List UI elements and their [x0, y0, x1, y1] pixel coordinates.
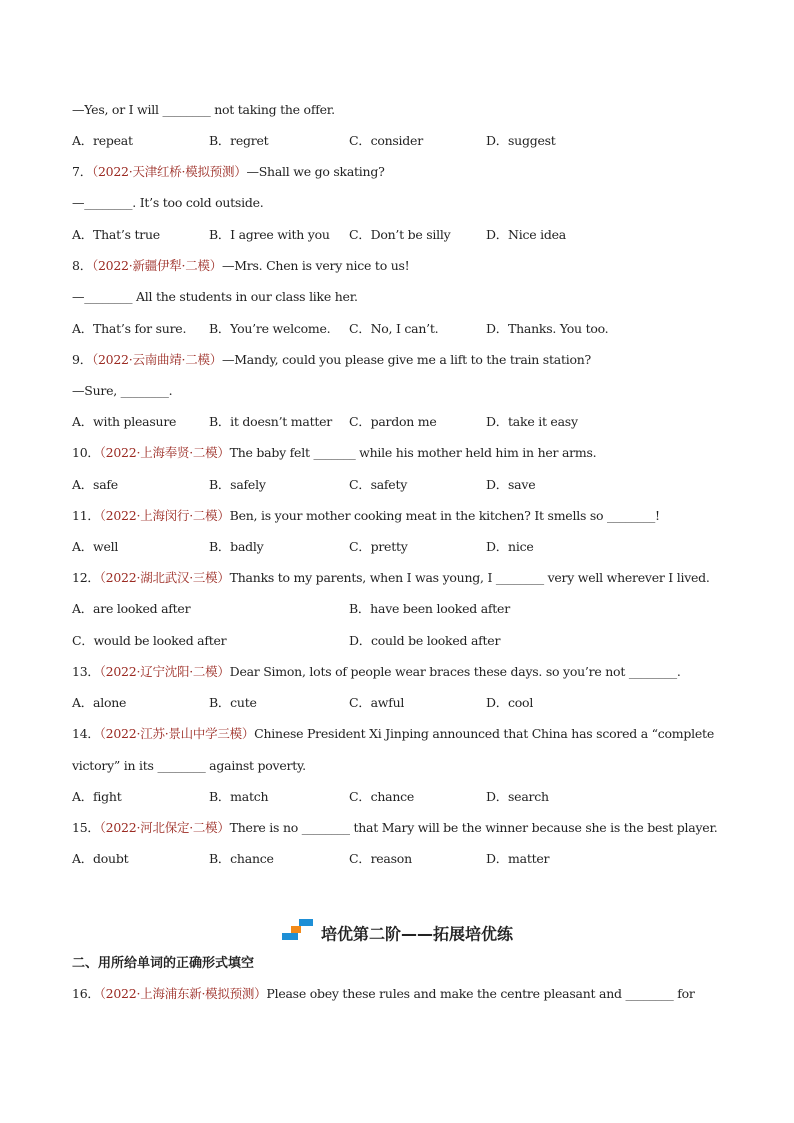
answer-option: C．safety [349, 477, 408, 492]
question-text: —Mrs. Chen is very nice to us! [221, 258, 410, 273]
answer-option: B．cute [209, 695, 257, 710]
answer-option: C．pardon me [349, 414, 437, 429]
answer-option: A．with pleasure [72, 414, 177, 429]
section-stairs-icon [281, 918, 315, 952]
question-continuation [72, 100, 335, 120]
question-number: 13． [72, 664, 100, 679]
question-number: 8． [72, 258, 92, 273]
question-source: （2022·云南曲靖·二模） [91, 352, 222, 367]
answer-option: D．take it easy [486, 414, 578, 429]
question-line [72, 662, 681, 682]
question-line [72, 984, 695, 1004]
question-source: （2022·上海奉贤·二模） [99, 445, 230, 460]
question-source: （2022·江苏·景山中学三模） [99, 726, 255, 741]
answer-option: D．nice [486, 539, 534, 554]
answer-option: B．it doesn’t matter [209, 414, 333, 429]
question-text: Ben, is your mother cooking meat in the kitchen? It smells so ________! [229, 508, 660, 523]
answer-option: C．Don’t be silly [349, 227, 451, 242]
question-text: Thanks to my parents, when I was young, I ________ very well wherever I lived. [229, 570, 710, 585]
answer-option: B．I agree with you [209, 227, 330, 242]
answer-option: D．cool [486, 695, 534, 710]
question-text: victory” in its ________ against poverty. [72, 758, 306, 773]
question-line [72, 256, 409, 276]
answer-option: D．Thanks. You too. [486, 321, 609, 336]
answer-option: A．alone [72, 695, 127, 710]
question-source: （2022·上海浦东新·模拟预测） [99, 986, 267, 1001]
question-line [72, 506, 660, 526]
question-line [72, 724, 714, 744]
question-number: 15． [72, 820, 100, 835]
answer-option: C．chance [349, 789, 415, 804]
question-text: Please obey these rules and make the centre pleasant and ________ for [266, 986, 695, 1001]
question-text: —Mandy, could you please give me a lift to the train station? [221, 352, 591, 367]
answer-option: D．matter [486, 851, 550, 866]
question-number: 11． [72, 508, 100, 523]
answer-option: D．search [486, 789, 549, 804]
question-source: （2022·上海闵行·二模） [99, 508, 230, 523]
answer-option: A．doubt [72, 851, 129, 866]
question-text: —Yes, or I will ________ not taking the offer. [72, 102, 335, 117]
question-number: 7． [72, 164, 92, 179]
question-text: —________ All the students in our class like her. [72, 289, 358, 304]
question-continuation [72, 381, 172, 401]
answer-option: D．save [486, 477, 536, 492]
question-continuation [72, 193, 263, 213]
question-continuation [72, 756, 306, 776]
question-continuation [72, 287, 358, 307]
question-number: 12． [72, 570, 100, 585]
question-line [72, 443, 596, 463]
question-text: There is no ________ that Mary will be the winner because she is the best player. [229, 820, 718, 835]
question-text: —Sure, ________. [72, 383, 173, 398]
answer-option: C．awful [349, 695, 405, 710]
question-text: Chinese President Xi Jinping announced that China has scored a “complete [254, 726, 714, 741]
answer-option: D．Nice idea [486, 227, 566, 242]
question-number: 14． [72, 726, 100, 741]
answer-option: B．have been looked after [349, 601, 510, 616]
answer-option: C．consider [349, 133, 423, 148]
answer-option: A．repeat [72, 133, 133, 148]
answer-option: D．suggest [486, 133, 556, 148]
question-line [72, 818, 718, 838]
answer-option: A．are looked after [72, 601, 191, 616]
question-number: 10． [72, 445, 100, 460]
question-source: （2022·天津红桥·模拟预测） [91, 164, 247, 179]
answer-option: C．would be looked after [72, 633, 227, 648]
question-source: （2022·新疆伊犁·二模） [91, 258, 222, 273]
question-text: The baby felt _______ while his mother held him in her arms. [229, 445, 597, 460]
answer-option: C．pretty [349, 539, 408, 554]
question-text: Dear Simon, lots of people wear braces these days. so you’re not ________. [229, 664, 681, 679]
answer-option: A．fight [72, 789, 122, 804]
answer-option: A．That’s for sure. [72, 321, 187, 336]
question-source: （2022·湖北武汉·三模） [99, 570, 230, 585]
answer-option: C．No, I can’t. [349, 321, 439, 336]
section-title [0, 918, 794, 948]
question-source: （2022·辽宁沈阳·二模） [99, 664, 230, 679]
answer-option: B．match [209, 789, 269, 804]
question-number: 16． [72, 986, 100, 1001]
question-number: 9． [72, 352, 92, 367]
answer-option: B．regret [209, 133, 269, 148]
question-source: （2022·河北保定·二模） [99, 820, 230, 835]
answer-option: D．could be looked after [349, 633, 501, 648]
answer-option: B．badly [209, 539, 264, 554]
answer-option: B．You’re welcome. [209, 321, 331, 336]
answer-option: C．reason [349, 851, 412, 866]
section-title-text: 培优第二阶——拓展培优练 [320, 924, 513, 944]
question-text: —Shall we go skating? [246, 164, 385, 179]
answer-option: A．safe [72, 477, 118, 492]
question-text: —________. It’s too cold outside. [72, 195, 264, 210]
answer-option: B．chance [209, 851, 274, 866]
answer-option: A．That’s true [72, 227, 160, 242]
section-subheading: 二、用所给单词的正确形式填空 [72, 956, 255, 971]
question-line [72, 350, 591, 370]
answer-option: B．safely [209, 477, 266, 492]
question-line [72, 568, 710, 588]
question-line [72, 162, 385, 182]
answer-option: A．well [72, 539, 119, 554]
